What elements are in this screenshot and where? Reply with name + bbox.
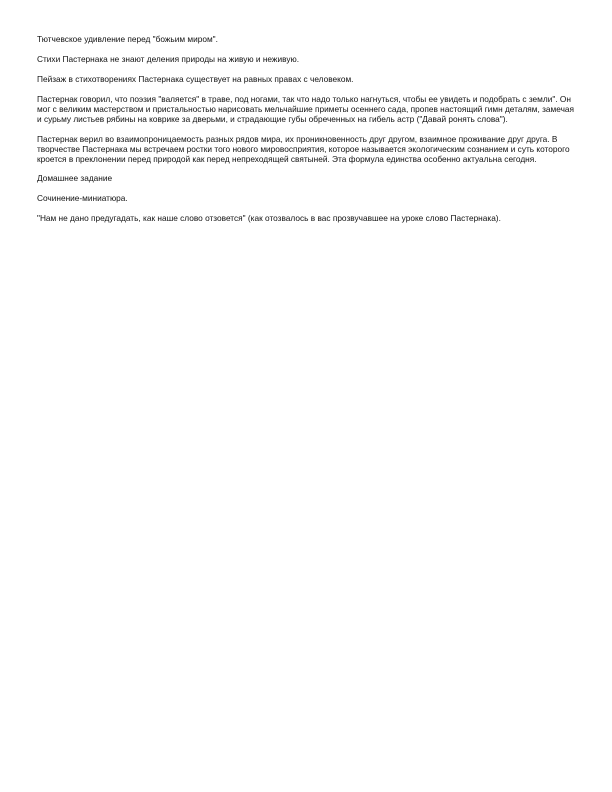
homework-heading: Домашнее задание xyxy=(37,173,113,183)
paragraph-quote: "Нам не дано предугадать, как наше слово отзовется" (как отозвалось в вас прозвучавшее на уроке слово Пастернака). xyxy=(37,213,501,223)
paragraph-nature-division: Стихи Пастернака не знают деления природы на живую и неживую. xyxy=(37,54,300,64)
paragraph-poetry-on-grass: Пастернак говорил, что поэзия "валяется" в траве, под ногами, так что надо только нагнуться, чтобы ее увидеть и подобрать с земли". Он мог с великим мастерством и пристальностью нарисовать мельчайшие приметы осеннего сада, пропев настоящий гимн деталям, замечая и сурьму листьев рябины на коврике за дверьми, и страдающие губы обреченных на гибель астр ("Давай ронять слова"). xyxy=(37,94,575,124)
paragraph-tyutchev: Тютчевское удивление перед "божьим миром". xyxy=(37,34,218,44)
paragraph-landscape: Пейзаж в стихотворениях Пастернака существует на равных правах с человеком. xyxy=(37,74,354,84)
paragraph-essay: Сочинение-миниатюра. xyxy=(37,193,128,203)
document-body xyxy=(37,34,575,233)
paragraph-interpenetration: Пастернак верил во взаимопроницаемость разных рядов мира, их проникновенность друг другом, взаимное проживание друг друга. В творчестве Пастернака мы встречаем ростки того нового мировосприятия, которое называется экологическим сознанием и суть которого кроется в преклонении перед природой как перед непреходящей святыней. Эта формула единства особенно актуальна сегодня. xyxy=(37,134,570,164)
